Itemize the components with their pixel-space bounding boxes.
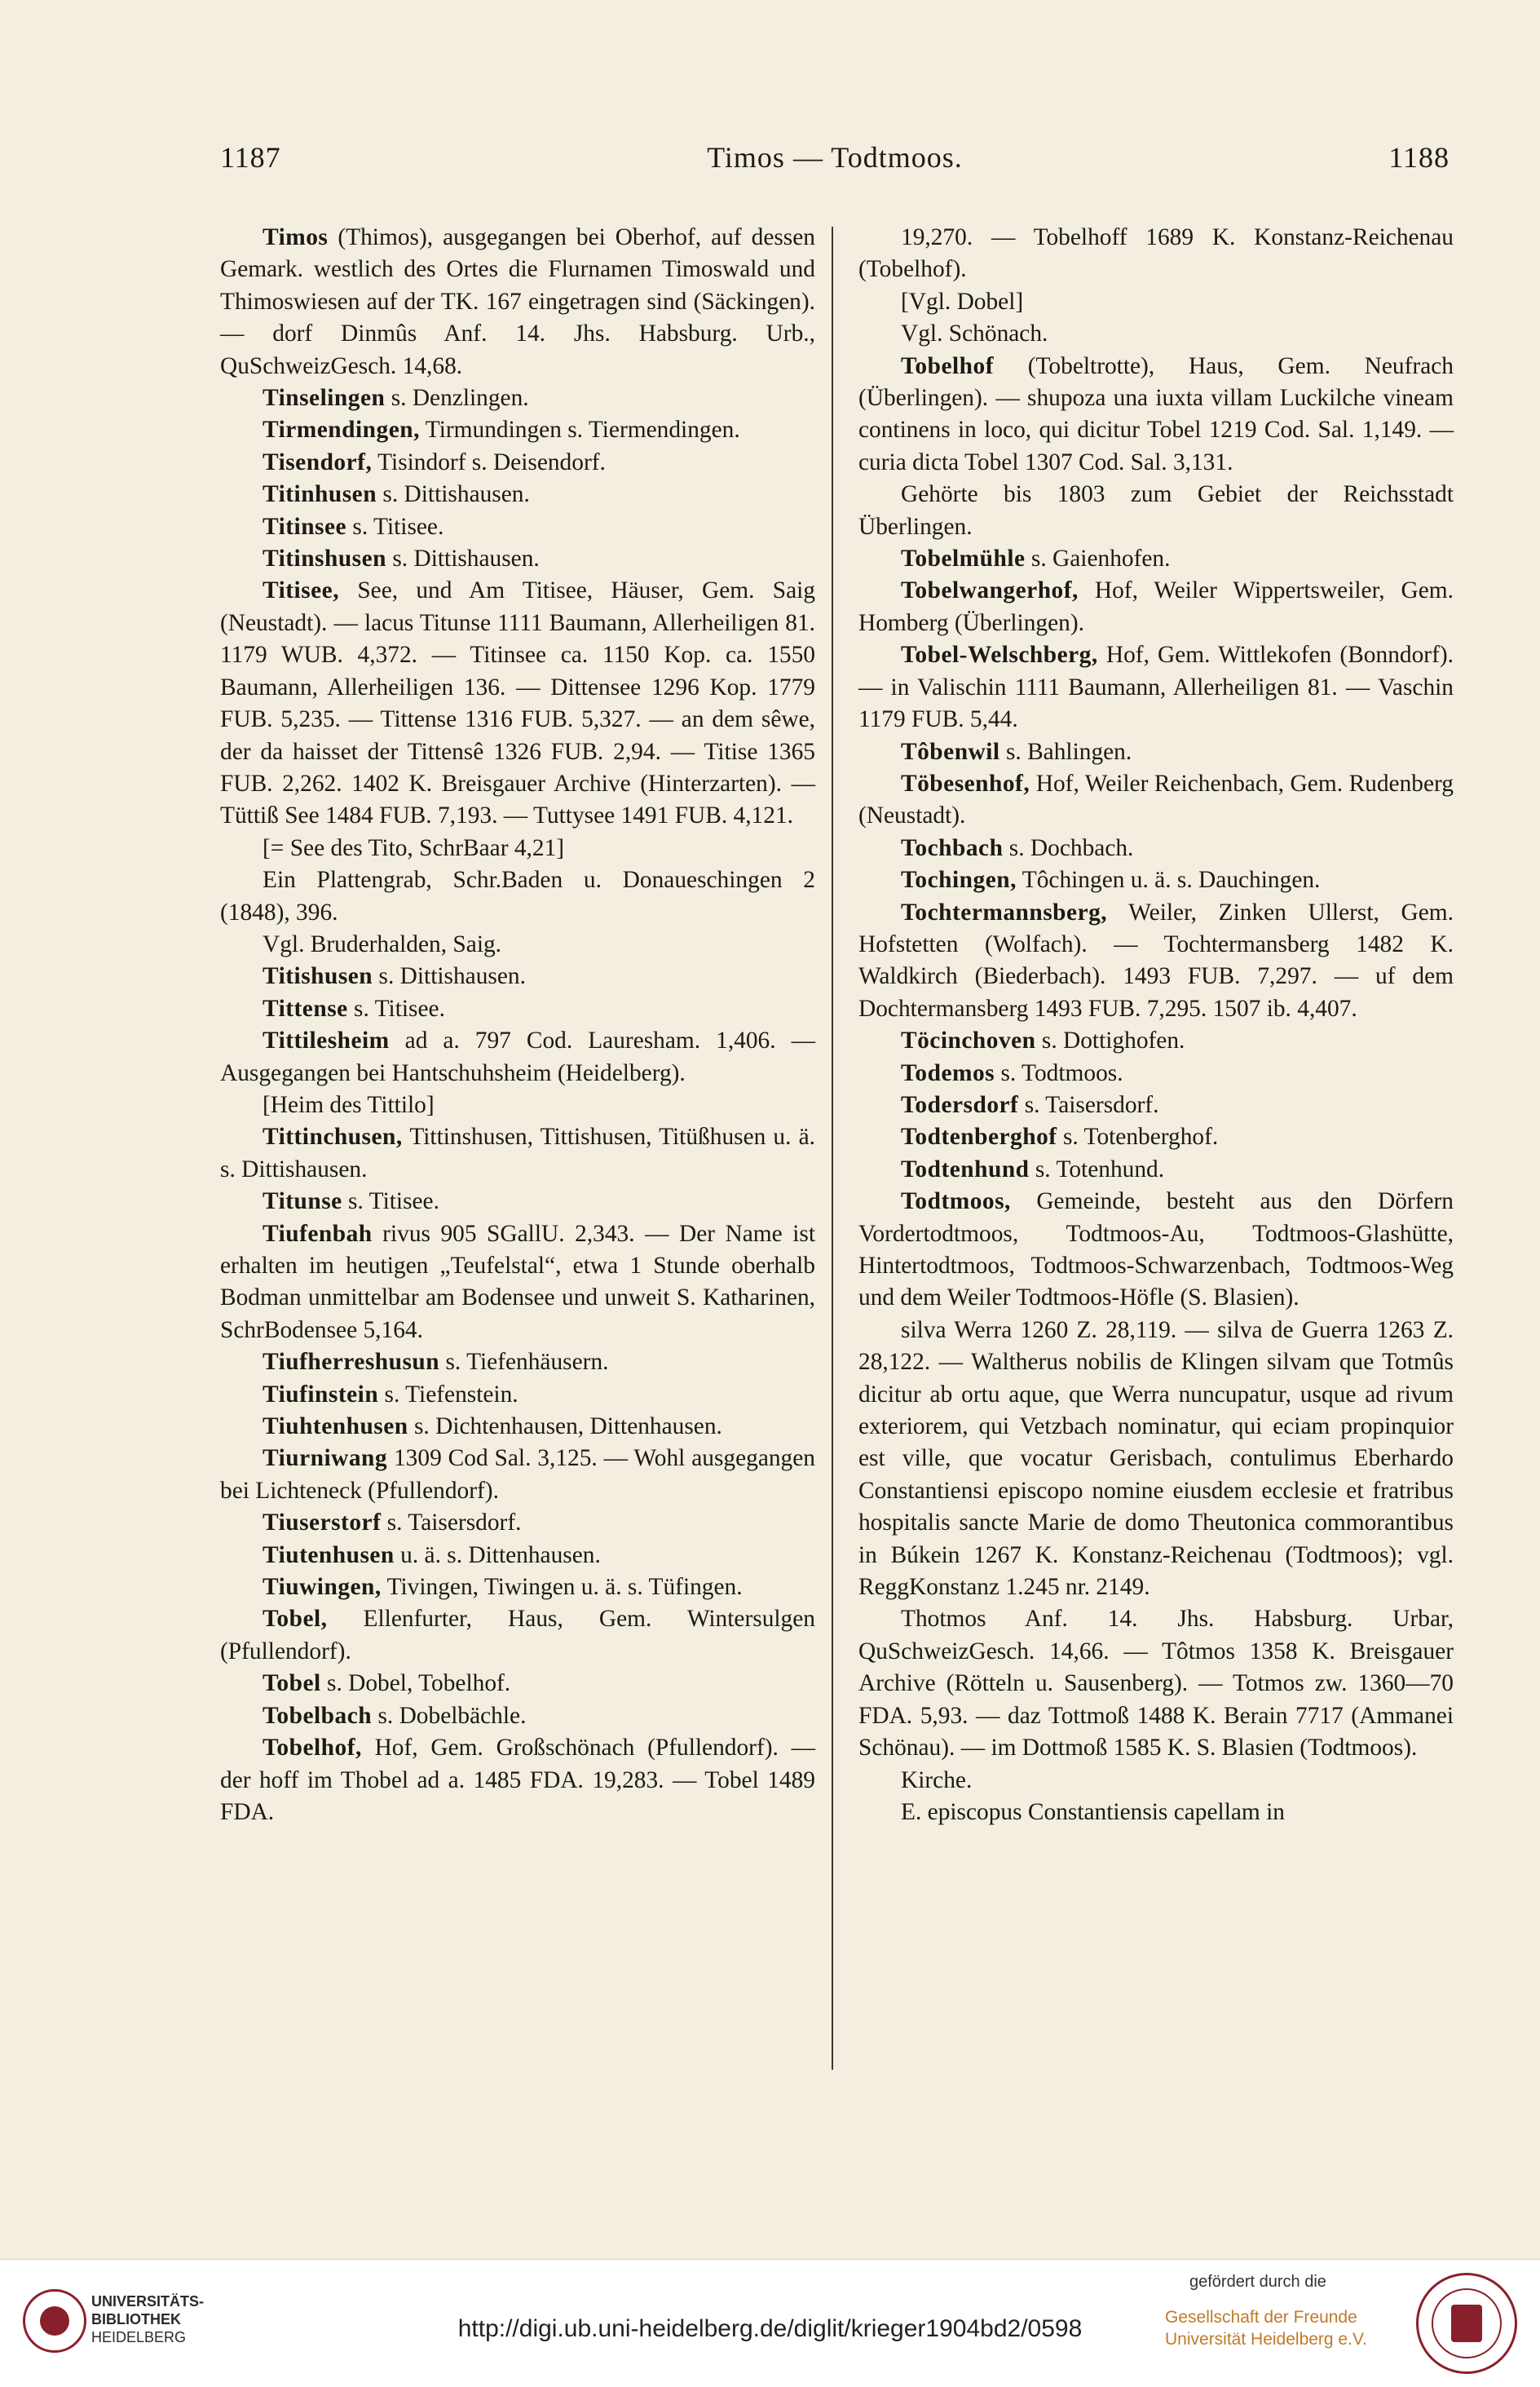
dictionary-entry [220, 833, 815, 864]
entry-text: s. Bahlingen. [999, 738, 1132, 765]
entry-text: s. Dittishausen. [386, 546, 540, 572]
entry-headword: Tiuhtenhusen [263, 1413, 408, 1440]
university-seal-icon [1416, 2273, 1517, 2374]
dictionary-entry [858, 351, 1454, 480]
entry-headword: Titishusen [263, 963, 373, 990]
dictionary-entry [858, 833, 1454, 864]
entry-headword: Tiurniwang [263, 1445, 388, 1472]
entry-text: s. Tiefenhäusern. [439, 1349, 609, 1376]
entry-text: s. Dottighofen. [1035, 1028, 1185, 1054]
entry-text: Gemeinde, besteht aus den Dörfern Vordertodtmoos, Todtmoos-Au, Todtmoos-Glashütte, Hintertodtmoos, Todtmoos-Schwarzenbach, Todtmoos-Weg und dem Weiler Todtmoos-Höfle (S. Blasien). [858, 1188, 1454, 1311]
entry-text: silva Werra 1260 Z. 28,119. — silva de Guerra 1263 Z. 28,122. — Waltherus nobilis de Klingen silvam que Totmûs dicitur ab ortu aque, que Werra nuncupatur, usque ad rivum exteriorem, qui Vetzbach nominatur, qui eciam propinquior est ville, que vocatur Gerisbach, contulimus Eberhardo Constantiensi episcopo nomine eiusdem ecclesie et fratribus hospitalis sancte Marie de domo Theutonica commorantibus in Búkein 1267 K. Konstanz-Reichenau (Todtmoos); vgl. ReggKonstanz 1.245 nr. 2149. [858, 1316, 1454, 1601]
entry-text: Gehörte bis 1803 zum Gebiet der Reichsstadt Überlingen. [858, 481, 1454, 540]
running-header [220, 140, 1450, 181]
permalink-url[interactable]: http://digi.ub.uni-heidelberg.de/diglit/krieger1904bd2/0598 [457, 2315, 1083, 2342]
entry-headword: Tinselingen [263, 385, 386, 412]
entry-headword: Tobel [263, 1670, 321, 1697]
column-divider [832, 227, 833, 2070]
dictionary-entry [858, 286, 1454, 318]
entry-text: s. Tiefenstein. [378, 1381, 518, 1408]
entry-text: 1309 Cod Sal. 3,125. — Wohl ausgegangen bei Lichteneck (Pfullendorf). [220, 1445, 815, 1504]
dictionary-entry [220, 382, 815, 414]
sponsor-name-line2: Universität Heidelberg e.V. [1165, 2330, 1367, 2349]
dictionary-entry [220, 1571, 815, 1603]
entry-text: [Heim des Tittilo] [263, 1091, 435, 1118]
dictionary-entry [220, 1090, 815, 1121]
dictionary-entry [220, 864, 815, 929]
entry-text: s. Taisersdorf. [1018, 1091, 1159, 1118]
entry-text: s. Gaienhofen. [1025, 546, 1171, 572]
dictionary-entry [220, 1732, 815, 1828]
dictionary-entry [858, 864, 1454, 896]
entry-text: s. Denzlingen. [385, 385, 529, 412]
dictionary-entry [858, 768, 1454, 833]
dictionary-entry [220, 1379, 815, 1411]
entry-text: Tivingen, Tiwingen u. ä. s. Tüfingen. [381, 1574, 743, 1601]
entry-text: u. ä. s. Dittenhausen. [394, 1541, 601, 1568]
entry-headword: Töbesenhof, [901, 770, 1030, 797]
entry-text: 19,270. — Tobelhoff 1689 K. Konstanz-Reichenau (Tobelhof). [858, 224, 1454, 283]
entry-text: Hof, Weiler Reichenbach, Gem. Rudenberg (Neustadt). [858, 770, 1454, 829]
dictionary-entry [220, 1411, 815, 1443]
entry-text: E. episcopus Constantiensis capellam in [901, 1798, 1285, 1825]
entry-headword: Todtenhund [901, 1156, 1030, 1182]
dictionary-entry [858, 575, 1454, 639]
dictionary-entry [220, 1540, 815, 1571]
left-column [220, 222, 815, 1828]
viewer-footer [0, 2259, 1540, 2387]
dictionary-entry [220, 1025, 815, 1090]
dictionary-entry [858, 1186, 1454, 1315]
entry-headword: Tirmendingen, [263, 417, 420, 444]
entry-headword: Tôbenwil [901, 738, 1000, 765]
dictionary-entry [220, 222, 815, 382]
dictionary-entry [220, 1603, 815, 1668]
entry-headword: Titinshusen [263, 546, 386, 572]
entry-text: [= See des Tito, SchrBaar 4,21] [263, 834, 565, 861]
entry-text: s. Dichtenhausen, Dittenhausen. [408, 1413, 722, 1440]
entry-text: Ellenfurter, Haus, Gem. Wintersulgen (Pfullendorf). [220, 1606, 815, 1664]
entry-text: Kirche. [901, 1766, 973, 1793]
entry-text: Tirmundingen s. Tiermendingen. [419, 417, 740, 444]
dictionary-entry [858, 1154, 1454, 1186]
entry-headword: Töcinchoven [901, 1028, 1036, 1054]
dictionary-entry [220, 1507, 815, 1539]
dictionary-entry [220, 543, 815, 575]
entry-text: Hof, Weiler Wippertsweiler, Gem. Homberg (Überlingen). [858, 577, 1454, 636]
sponsor-name-line1: Gesellschaft der Freunde [1165, 2308, 1357, 2327]
entry-headword: Titinhusen [263, 481, 377, 508]
dictionary-entry [220, 929, 815, 961]
dictionary-entry [858, 1315, 1454, 1604]
entry-headword: Todtmoos, [901, 1188, 1011, 1215]
page-number-right: 1188 [1388, 141, 1450, 174]
sponsor-caption: gefördert durch die [1189, 2273, 1326, 2291]
entry-headword: Tittilesheim [263, 1028, 390, 1054]
entry-text: Vgl. Bruderhalden, Saig. [263, 930, 502, 957]
library-name: UNIVERSITÄTS- BIBLIOTHEK HEIDELBERG [91, 2293, 205, 2345]
dictionary-entry [220, 1218, 815, 1347]
entry-text: Tisindorf s. Deisendorf. [372, 449, 606, 475]
dictionary-entry [220, 1443, 815, 1507]
entry-text: s. Dobelbächle. [372, 1702, 527, 1729]
entry-headword: Tiuwingen, [263, 1574, 382, 1601]
dictionary-entry [858, 1797, 1454, 1828]
dictionary-entry [858, 1121, 1454, 1153]
entry-headword: Tochingen, [901, 867, 1017, 894]
entry-headword: Tisendorf, [263, 449, 373, 475]
entry-text: Tittinshusen, Tittishusen, Titüßhusen u. ä. s. Dittishausen. [220, 1124, 815, 1182]
entry-headword: Tochtermannsberg, [901, 899, 1108, 926]
entry-text: See, und Am Titisee, Häuser, Gem. Saig (Neustadt). — lacus Titunse 1111 Baumann, Allerheiligen 81. 1179 WUB. 4,372. — Titinsee ca. 1150 Kop. ca. 1550 Baumann, Allerheiligen 136. — Dittensee 1296 Kop. 1779 FUB. 5,235. — Tittense 1316 FUB. 5,327. — an dem sêwe, der da haisset der Tittensê 1326 FUB. 2,94. — Titise 1365 FUB. 2,262. 1402 K. Breisgauer Archive (Hinterzarten). — Tüttiß See 1484 FUB. 7,193. — Tuttysee 1491 FUB. 4,121. [220, 577, 815, 829]
entry-headword: Tittense [263, 995, 348, 1022]
entry-headword: Tobelhof [901, 352, 994, 379]
entry-text: Tôchingen u. ä. s. Dauchingen. [1016, 867, 1321, 894]
dictionary-entry [858, 639, 1454, 736]
entry-text: s. Dobel, Tobelhof. [320, 1670, 511, 1697]
dictionary-entry [220, 447, 815, 479]
entry-text: s. Dittishausen. [377, 481, 530, 508]
dictionary-entry [220, 479, 815, 511]
entry-headword: Titunse [263, 1188, 342, 1215]
dictionary-entry [220, 1121, 815, 1186]
dictionary-entry [220, 1186, 815, 1218]
entry-text: s. Dittishausen. [373, 963, 526, 990]
entry-headword: Tiufenbah [263, 1220, 373, 1247]
dictionary-entry [220, 575, 815, 832]
entry-text: [Vgl. Dobel] [901, 288, 1024, 315]
dictionary-entry [858, 1090, 1454, 1121]
entry-text: Ein Plattengrab, Schr.Baden u. Donaueschingen 2 (1848), 396. [220, 867, 815, 926]
entry-text: rivus 905 SGallU. 2,343. — Der Name ist erhalten im heutigen „Teufelstal“, etwa 1 Stunde oberhalb Bodman unmittelbar am Bodensee und unweit S. Katharinen, SchrBodensee 5,164. [220, 1220, 815, 1343]
entry-headword: Timos [263, 224, 329, 250]
running-title: Timos — Todtmoos. [707, 141, 963, 174]
entry-headword: Tobelhof, [263, 1735, 362, 1762]
entry-headword: Tobelwangerhof, [901, 577, 1079, 604]
page-number-left: 1187 [220, 141, 281, 174]
entry-text: s. Titisee. [346, 513, 444, 540]
entry-text: (Thimos), ausgegangen bei Oberhof, auf dessen Gemark. westlich des Ortes die Flurnamen Timoswald und Thimoswiesen auf der TK. 167 eingetragen sind (Säckingen). — dorf Dinmûs Anf. 14. Jhs. Habsburg. Urb., QuSchweizGesch. 14,68. [220, 224, 815, 379]
entry-text: s. Todtmoos. [995, 1059, 1123, 1086]
entry-text: s. Titisee. [342, 1188, 439, 1215]
entry-text: ad a. 797 Cod. Lauresham. 1,406. — Ausgegangen bei Hantschuhsheim (Heidelberg). [220, 1028, 815, 1086]
entry-text: s. Totenhund. [1029, 1156, 1165, 1182]
dictionary-entry [220, 414, 815, 446]
dictionary-entry [858, 222, 1454, 286]
entry-headword: Tobelbach [263, 1702, 373, 1729]
dictionary-entry [858, 318, 1454, 350]
entry-headword: Tiuserstorf [263, 1510, 382, 1536]
entry-headword: Todtenberghof [901, 1124, 1057, 1151]
entry-text: Vgl. Schönach. [901, 320, 1048, 347]
entry-headword: Tochbach [901, 834, 1004, 861]
entry-headword: Todersdorf [901, 1091, 1019, 1118]
entry-text: (Tobeltrotte), Haus, Gem. Neufrach (Überlingen). — shupoza una iuxta villam Luckilche vineam continens in loco, qui dicitur Tobel 1219 Cod. Sal. 1,149. — curia dicta Tobel 1307 Cod. Sal. 3,131. [858, 352, 1454, 475]
dictionary-entry [220, 1700, 815, 1732]
dictionary-entry [858, 1603, 1454, 1764]
entry-headword: Tobel-Welschberg, [901, 642, 1098, 669]
dictionary-entry [858, 543, 1454, 575]
dictionary-entry [858, 897, 1454, 1026]
dictionary-entry [858, 479, 1454, 543]
dictionary-entry [858, 736, 1454, 768]
sponsor-block [1165, 2273, 1385, 2350]
entry-headword: Todemos [901, 1059, 995, 1086]
entry-text: s. Titisee. [347, 995, 445, 1022]
dictionary-entry [858, 1058, 1454, 1090]
entry-text: Thotmos Anf. 14. Jhs. Habsburg. Urbar, QuSchweizGesch. 14,66. — Tôtmos 1358 K. Breisgauer Archive (Rötteln u. Sausenberg). — Totmos zw. 1360—70 FDA. 5,93. — daz Tottmoß 1488 K. Berain 7717 (Ammanei Schönau). — im Dottmoß 1585 K. S. Blasien (Todtmoos). [858, 1606, 1454, 1762]
dictionary-entry [220, 511, 815, 543]
entry-headword: Tiutenhusen [263, 1541, 395, 1568]
dictionary-entry [220, 993, 815, 1025]
entry-text: Hof, Gem. Großschönach (Pfullendorf). — der hoff im Thobel ad a. 1485 FDA. 19,283. — Tobel 1489 FDA. [220, 1735, 815, 1825]
entry-headword: Tiufherreshusun [263, 1349, 440, 1376]
entry-headword: Titisee, [263, 577, 340, 604]
entry-text: s. Totenberghof. [1057, 1124, 1219, 1151]
entry-headword: Tobel, [263, 1606, 328, 1633]
entry-headword: Tittinchusen, [263, 1124, 403, 1151]
dictionary-entry [858, 1025, 1454, 1057]
dictionary-entry [220, 1668, 815, 1700]
dictionary-entry [220, 1346, 815, 1378]
dictionary-entry [220, 961, 815, 992]
entry-headword: Tobelmühle [901, 546, 1026, 572]
entry-text: Weiler, Zinken Ullerst, Gem. Hofstetten (Wolfach). — Tochtermansberg 1482 K. Waldkirch (Biederbach). 1493 FUB. 7,297. — uf dem Dochtermansberg 1493 FUB. 7,295. 1507 ib. 4,407. [858, 899, 1454, 1022]
right-column [858, 222, 1454, 1828]
entry-text: s. Dochbach. [1003, 834, 1134, 861]
entry-text: Hof, Gem. Wittlekofen (Bonndorf). — in Valischin 1111 Baumann, Allerheiligen 81. — Vaschin 1179 FUB. 5,44. [858, 642, 1454, 733]
entry-headword: Titinsee [263, 513, 347, 540]
entry-text: s. Taisersdorf. [381, 1510, 522, 1536]
entry-headword: Tiufinstein [263, 1381, 379, 1408]
dictionary-entry [858, 1765, 1454, 1797]
